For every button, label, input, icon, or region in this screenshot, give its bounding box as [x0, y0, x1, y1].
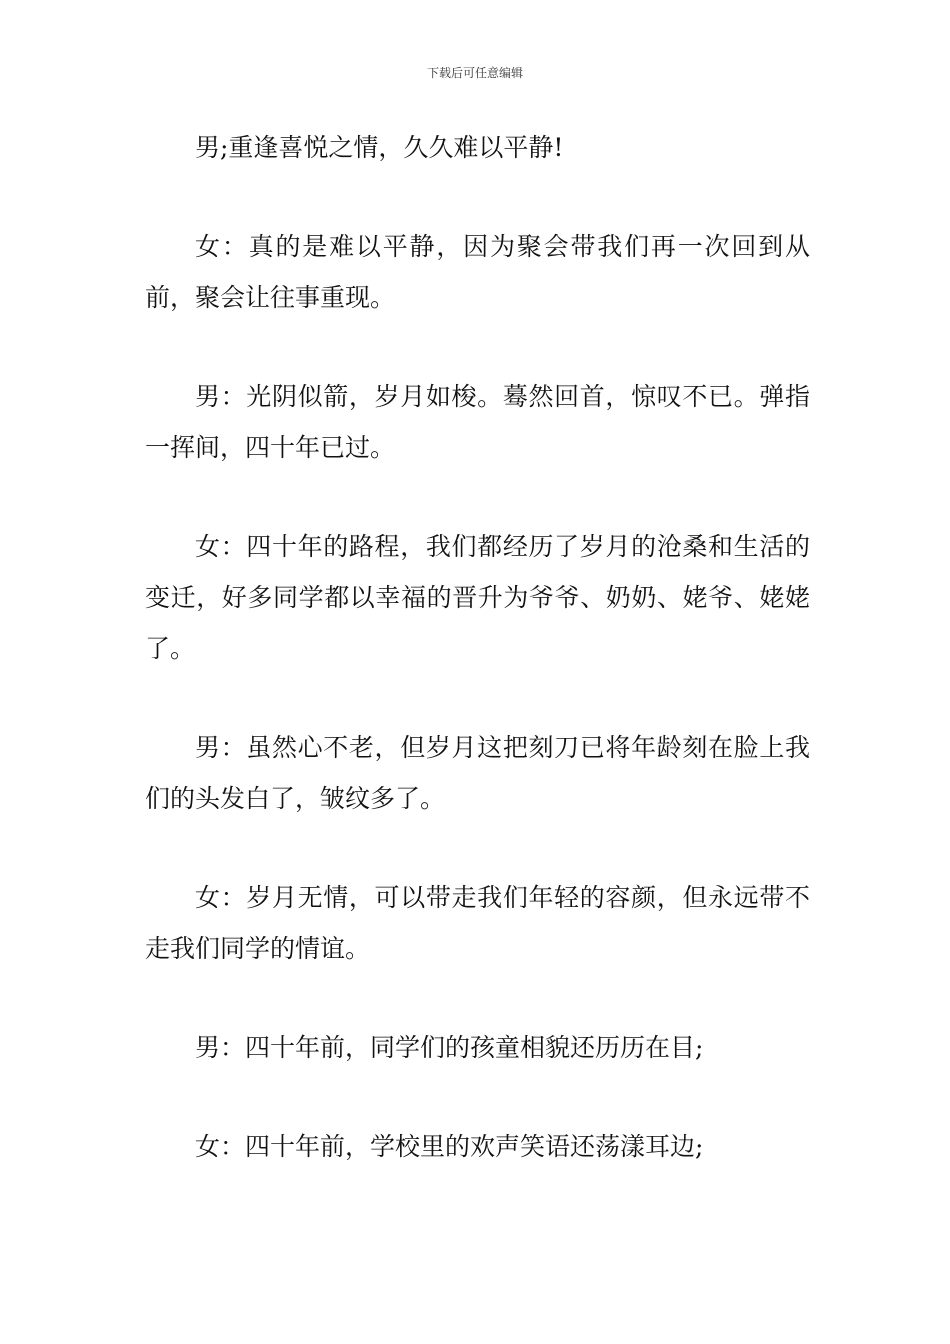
paragraph: 女：四十年的路程，我们都经历了岁月的沧桑和生活的变迁，好多同学都以幸福的晋升为爷爷、奶奶、姥爷、姥姥了。	[145, 532, 810, 663]
header-note: 下载后可任意编辑	[426, 66, 523, 80]
paragraph: 女：四十年前，学校里的欢声笑语还荡漾耳边;	[195, 1132, 704, 1161]
paragraph: 男：虽然心不老，但岁月这把刻刀已将年龄刻在脸上我们的头发白了，皱纹多了。	[145, 733, 810, 813]
document-body	[145, 122, 810, 1220]
paragraph: 男：光阴似箭，岁月如梭。蓦然回首，惊叹不已。弹指一挥间，四十年已过。	[145, 382, 810, 462]
paragraph: 男：四十年前，同学们的孩童相貌还历历在目;	[195, 1033, 704, 1062]
paragraph: 女：岁月无情，可以带走我们年轻的容颜，但永远带不走我们同学的情谊。	[145, 883, 810, 963]
paragraph: 女：真的是难以平静，因为聚会带我们再一次回到从前，聚会让往事重现。	[145, 232, 810, 312]
paragraph: 男;重逢喜悦之情，久久难以平静!	[195, 133, 564, 162]
